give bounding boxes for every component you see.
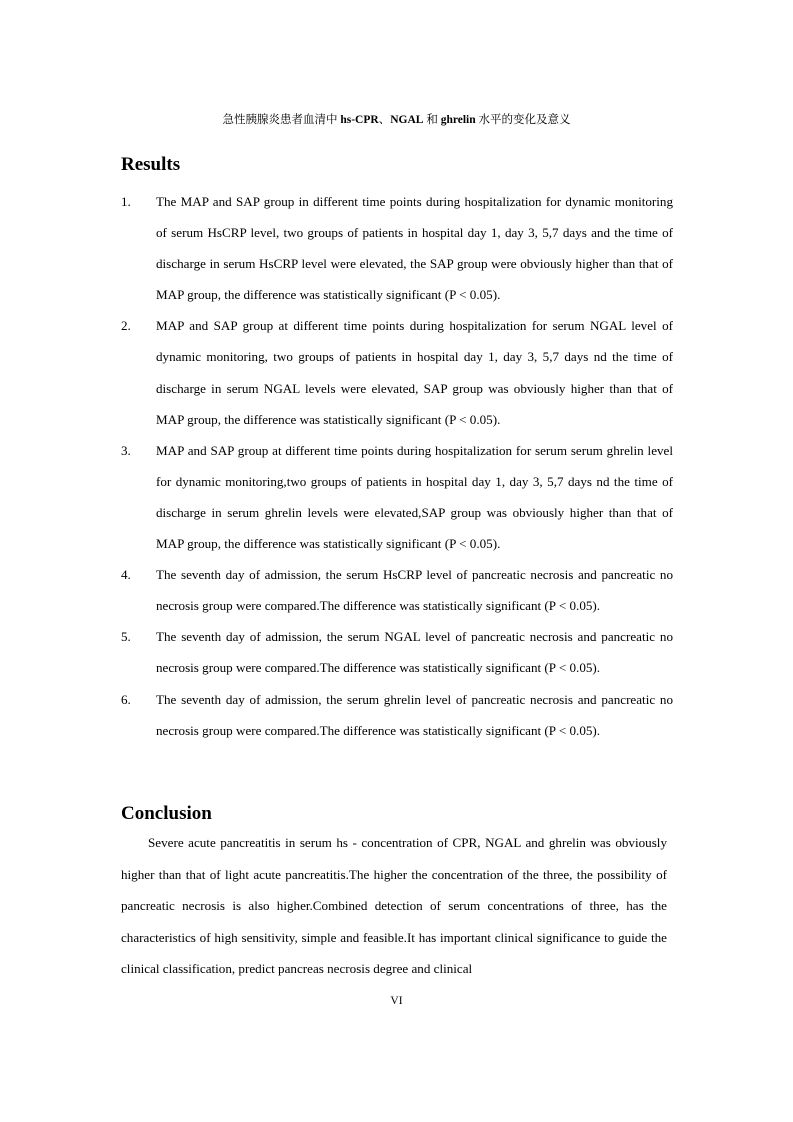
result-item-3 [121,435,673,559]
result-number: 4. [121,567,131,583]
header-conjunction: 和 [423,114,441,126]
result-number: 2. [121,318,131,334]
result-text: MAP and SAP group at different time points during hospitalization for serum serum ghrelin level for dynamic monitoring,two groups of patients in hospital day 1, day 3, 5,7 days nd the time of discharge in serum ghrelin levels were elevated,SAP group was obviously higher than that of MAP group, the difference was statistically significant (P < 0.05). [156,442,673,552]
result-number: 6. [121,691,131,707]
result-item-4 [121,559,673,621]
page-number: VI [390,995,403,1007]
result-item-2 [121,310,673,434]
header-term-ngal: NGAL [390,114,424,126]
result-number: 1. [121,194,131,209]
conclusion-heading: Conclusion [121,803,212,824]
result-number: 5. [121,629,131,645]
result-item-6 [121,684,673,746]
result-text: The seventh day of admission, the serum ghrelin level of pancreatic necrosis and pancreatic no necrosis group were compared.The difference was statistically significant (P < 0.05). [156,691,673,738]
result-text: MAP and SAP group at different time points during hospitalization for serum NGAL level of dynamic monitoring, two groups of patients in hospital day 1, day 3, 5,7 days nd the time of discharge in serum NGAL levels were elevated, SAP group was obviously higher than that of MAP group, the difference was statistically significant (P < 0.05). [156,318,673,427]
result-item-5 [121,621,673,683]
header-term-ghrelin: ghrelin [440,114,476,126]
header-separator: 、 [378,114,391,126]
header-prefix: 急性胰腺炎患者血清中 [222,114,341,126]
conclusion-paragraph: Severe acute pancreatitis in serum hs - concentration of CPR, NGAL and ghrelin was obviously higher than that of light acute pancreatitis.The higher the concentration of the three, the possibility of pancreatic necrosis is also higher.Combined detection of serum concentrations of three, has the characteristics of high sensitivity, simple and feasible.It has important clinical significance to guide the clinical classification, predict pancreas necrosis degree and clinical [121,835,667,977]
header-suffix: 水平的变化及意义 [475,114,571,126]
result-text: The seventh day of admission, the serum NGAL level of pancreatic necrosis and pancreatic no necrosis group were compared.The difference was statistically significant (P < 0.05). [156,629,673,676]
result-text: The seventh day of admission, the serum HsCRP level of pancreatic necrosis and pancreatic no necrosis group were compared.The difference was statistically significant (P < 0.05). [156,567,673,614]
result-text: The MAP and SAP group in different time points during hospitalization for dynamic monitoring of serum HsCRP level, two groups of patients in hospital day 1, day 3, 5,7 days and the time of discharge in serum HsCRP level were elevated, the SAP group were obviously higher than that of MAP group, the difference was statistically significant (P < 0.05). [156,194,673,303]
header-term-hs-cpr: hs-CPR [340,114,379,126]
results-list [121,186,673,746]
results-heading: Results [121,154,181,175]
result-number: 3. [121,442,131,458]
running-header [0,112,793,128]
result-item-1 [121,186,673,310]
